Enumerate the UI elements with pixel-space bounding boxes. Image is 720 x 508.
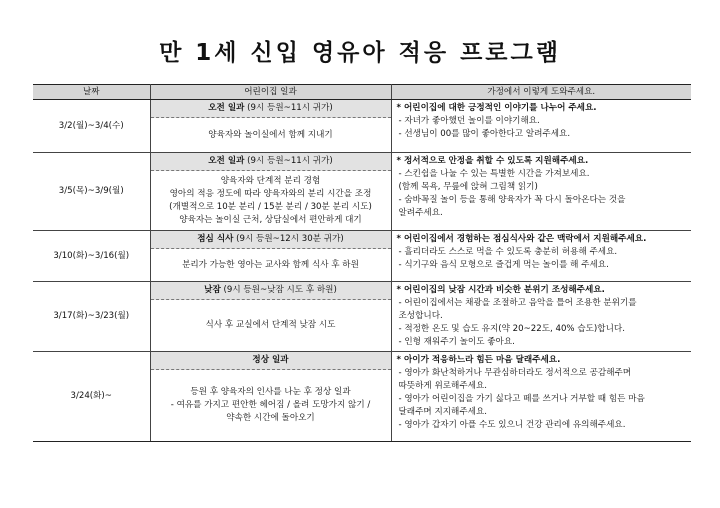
home-tips [391,231,691,282]
tip-item: - 흘리더라도 스스로 먹을 수 있도록 충분히 허용해 주세요. [398,247,618,257]
activity-title-bold: 낮잠 [204,285,221,295]
tip-heading: * 어린이집에 대한 긍정적인 이야기를 나누어 주세요. [396,103,597,113]
tip-item: - 선생님이 00를 많이 좋아한다고 알려주세요. [398,129,571,139]
week-date: 3/5(목)~3/9(월) [33,153,150,231]
activity-title-bold: 정상 일과 [252,355,289,365]
tip-item: - 적정한 온도 및 습도 유지(약 20~22도, 40% 습도)합니다. [398,324,625,334]
activity-desc [150,118,391,153]
week-row [33,153,691,171]
tip-item: 달래주며 지지해주세요. [398,407,487,417]
tip-item: - 인형 재워주기 놀이도 좋아요. [398,337,515,347]
activity-line: 양육자와 단계적 분리 경험 [220,175,321,186]
activity-title-bold: 오전 일과 [208,156,245,166]
header-row [33,85,691,100]
activity-line: 양육자는 놀이실 근처, 상담실에서 편안하게 대기 [179,214,362,225]
header-home: 가정에서 이렇게 도와주세요. [391,85,691,100]
tip-item: - 스킨쉽을 나눌 수 있는 특별한 시간을 가져보세요. [398,169,590,179]
header-daycare: 어린이집 일과 [150,85,391,100]
tip-item: - 영아가 화난척하거나 무관심하더라도 정서적으로 공감해주며 [398,368,632,378]
activity-title [150,282,391,300]
tip-heading: * 정서적으로 안정을 취할 수 있도록 지원해주세요. [396,156,589,166]
tip-item: - 식기구와 음식 모형으로 즐겁게 먹는 놀이를 해 주세요. [398,260,609,270]
tip-item: 따뜻하게 위로해주세요. [398,381,487,391]
activity-title [150,100,391,118]
adaptation-schedule-table [33,84,691,442]
activity-line: 등원 후 양육자의 인사를 나눈 후 정상 일과 [190,387,351,397]
week-row [33,282,691,300]
activity-title-rest: (9시 등원~11시 귀가) [244,103,333,113]
activity-desc [150,300,391,352]
tip-item: - 자녀가 좋아했던 놀이를 이야기해요. [398,116,540,126]
activity-line: (개별적으로 10분 분리 / 15분 분리 / 30분 분리 시도) [169,201,372,212]
activity-line: 약속한 시간에 돌아오기 [226,413,315,423]
tip-item: - 영아가 어린이집을 가기 싫다고 떼를 쓰거나 거부할 때 힘든 마음 [398,394,645,404]
home-tips [391,352,691,442]
week-date: 3/17(화)~3/23(월) [33,282,150,352]
activity-line: 영아의 적응 정도에 따라 양육자와의 분리 시간을 조정 [169,188,372,199]
activity-title-bold: 오전 일과 [208,103,245,113]
activity-title-rest: (9시 등원~낮잠 시도 후 하원) [220,285,337,295]
tip-heading: * 어린이집의 낮잠 시간과 비슷한 분위기 조성해주세요. [396,285,605,295]
tip-heading: * 어린이집에서 경험하는 점심식사와 같은 맥락에서 지원해주세요. [396,234,647,244]
activity-title-rest: (9시 등원~11시 귀가) [244,156,333,166]
home-tips [391,100,691,153]
activity-desc [150,171,391,231]
activity-title-rest: (9시 등원~12시 30분 귀가) [233,234,344,244]
home-tips [391,153,691,231]
tip-heading: * 아이가 적응하느라 힘든 마음 달래주세요. [396,355,561,365]
home-tips [391,282,691,352]
header-date: 날짜 [33,85,150,100]
activity-title [150,352,391,370]
activity-desc [150,249,391,282]
tip-item: 알려주세요. [398,208,443,218]
week-row [33,100,691,118]
activity-title-bold: 점심 식사 [197,234,234,244]
tip-item: (함께 목욕, 무릎에 앉혀 그림책 읽기) [398,182,538,192]
tip-item: 조성합니다. [398,311,443,321]
week-date: 3/2(월)~3/4(수) [33,100,150,153]
week-date: 3/24(화)~ [33,352,150,442]
tip-item: - 어린이집에서는 채광을 조절하고 음악을 틀어 조용한 분위기를 [398,298,637,308]
activity-line: 양육자와 놀이실에서 함께 지내기 [208,129,333,140]
tip-item: - 숨바꼭질 놀이 등을 통해 양육자가 꼭 다시 돌아온다는 것을 [398,195,626,205]
week-date: 3/10(화)~3/16(월) [33,231,150,282]
activity-line: 식사 후 교실에서 단계적 낮잠 시도 [205,320,336,330]
week-row [33,352,691,370]
activity-title [150,231,391,249]
activity-line: 분리가 가능한 영아는 교사와 함께 식사 후 하원 [182,259,359,270]
activity-desc [150,370,391,442]
activity-title [150,153,391,171]
tip-item: - 영아가 갑자기 아플 수도 있으니 건강 관리에 유의해주세요. [398,420,626,430]
activity-line: - 여유를 가지고 편안한 헤어짐 / 올려 도망가지 않기 / [170,400,371,410]
page-title: 만 1세 신입 영유아 적응 프로그램 [159,40,561,66]
week-row [33,231,691,249]
